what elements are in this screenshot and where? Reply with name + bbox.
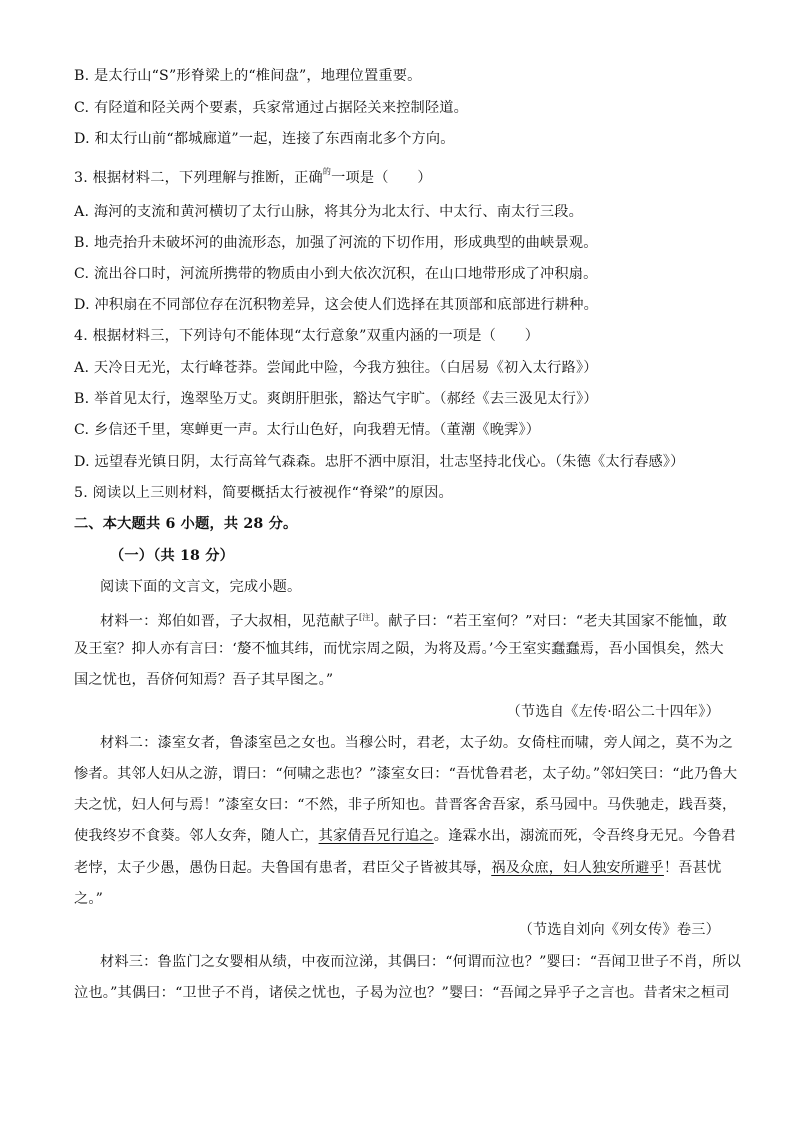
material2-line6: 之。” bbox=[74, 891, 104, 907]
q5-stem: 5. 阅读以上三则材料，简要概括太行被视作“脊梁”的原因。 bbox=[74, 485, 453, 501]
q2-option-b: B. 是太行山“S”形脊梁上的“椎间盘”，地理位置重要。 bbox=[74, 68, 422, 84]
q3-option-c: C. 流出谷口时，河流所携带的物质由小到大依次沉积，在山口地带形成了冲积扇。 bbox=[74, 266, 598, 282]
material2-line2: 惨者。其邻人妇从之游，谓曰：“何啸之悲也？”漆室女曰：“吾忧鲁君老，太子幼。”邻妇笑曰：“此乃鲁大 bbox=[74, 766, 738, 782]
instruction: 阅读下面的文言文，完成小题。 bbox=[100, 579, 302, 595]
q2-option-c: C. 有陉道和陉关两个要素，兵家常通过占据陉关来控制陉道。 bbox=[74, 100, 469, 116]
q3-option-b: B. 地壳抬升未破坏河的曲流形态，加强了河流的下切作用，形成典型的曲峡景观。 bbox=[74, 235, 598, 251]
q3-stem bbox=[74, 168, 720, 190]
material2-line4 bbox=[74, 826, 736, 846]
q3-stem-before: 3. 根据材料二，下列理解与推断，正确 bbox=[74, 170, 323, 186]
material3-line1: 材料三：鲁监门之女婴相从绩，中夜而泣涕，其偶曰：“何谓而泣也？”婴曰：“吾闻卫世子不肖，所以 bbox=[100, 954, 742, 970]
q3-stem-ruby: 的 bbox=[322, 167, 332, 176]
material2-line5-b: ！吾甚忧 bbox=[663, 860, 722, 876]
section-2-title: 二、本大题共 6 小题，共 28 分。 bbox=[74, 516, 298, 532]
underlined-sentence-1: 其家倩吾兄行追之 bbox=[318, 828, 434, 844]
footnote-marker: [注] bbox=[358, 613, 374, 622]
material3-line2: 泣也。”其偶曰：“卫世子不肖，诸侯之忧也，子曷为泣也？”婴曰：“吾闻之异乎子之言也。昔者宋之桓司 bbox=[74, 985, 730, 1001]
subsection-title: （一）（共 18 分） bbox=[110, 548, 235, 564]
material2-line4-a: 使我终岁不食葵。邻人女奔，随人亡， bbox=[74, 828, 319, 844]
material2-source: （节选自刘向《列女传》卷三） bbox=[518, 922, 720, 938]
material2-line3: 夫之忧，妇人何与焉！”漆室女曰：“不然，非子所知也。昔晋客舍吾家，系马园中。马佚驰走，践吾葵， bbox=[74, 797, 737, 813]
q2-option-d: D. 和太行山前“都城廊道”一起，连接了东西南北多个方向。 bbox=[74, 131, 455, 147]
q3-option-a: A. 海河的支流和黄河横切了太行山脉，将其分为北太行、中太行、南太行三段。 bbox=[74, 204, 584, 220]
underlined-sentence-2: 祸及众庶，妇人独安所避乎 bbox=[491, 860, 664, 876]
material1-line2: 及王室？抑人亦有言曰：‘嫠不恤其纬，而忧宗周之陨，为将及焉。’今王室实蠢蠢焉，吾小国惧矣，然大 bbox=[74, 641, 724, 657]
material2-line5-a: 老悖，太子少愚，愚伪日起。夫鲁国有患者，君臣父子皆被其辱， bbox=[74, 860, 492, 876]
material2-line1: 材料二：漆室女者，鲁漆室邑之女也。当穆公时，君老，太子幼。女倚柱而啸，旁人闻之，莫不为之 bbox=[100, 735, 734, 751]
material2-line5 bbox=[74, 858, 720, 878]
material1-source: （节选自《左传·昭公二十四年》） bbox=[506, 704, 720, 720]
material1-text-a: 材料一：郑伯如晋，子大叔相，见范献子 bbox=[100, 613, 359, 630]
q4-option-d: D. 远望春光镇日阴，太行高耸气森森。忠肝不洒中原泪，壮志坚持北伐心。（朱德《太行春感》） bbox=[74, 454, 685, 470]
material2-line4-b: 。逢霖水出，溺流而死，令吾终身无兄。今鲁君 bbox=[433, 828, 736, 844]
q3-option-d: D. 冲积扇在不同部位存在沉积物差异，这会使人们选择在其顶部和底部进行耕种。 bbox=[74, 297, 599, 313]
q4-stem: 4. 根据材料三，下列诗句不能体现“太行意象”双重内涵的一项是（ ） bbox=[74, 328, 540, 344]
material1-line3: 国之忧也，吾侪何知焉？吾子其早图之。” bbox=[74, 672, 334, 688]
material1-text-b: 。献子曰：“若王室何？”对曰：“老夫其国家不能恤，敢 bbox=[373, 613, 728, 630]
q3-stem-after: 一项是（ ） bbox=[331, 170, 432, 186]
material1-line1 bbox=[100, 608, 728, 632]
q4-option-a: A. 天冷日无光，太行峰苍莽。尝闻此中险，今我方独往。（白居易《初入太行路》） bbox=[74, 360, 598, 376]
q4-option-c: C. 乡信还千里，寒蝉更一声。太行山色好，向我碧无情。（董潮《晚霁》） bbox=[74, 422, 541, 438]
q4-option-b: B. 举首见太行，逸翠坠万丈。爽朗肝胆张，豁达气宇旷。（郝经《去三汲见太行》） bbox=[74, 391, 598, 407]
